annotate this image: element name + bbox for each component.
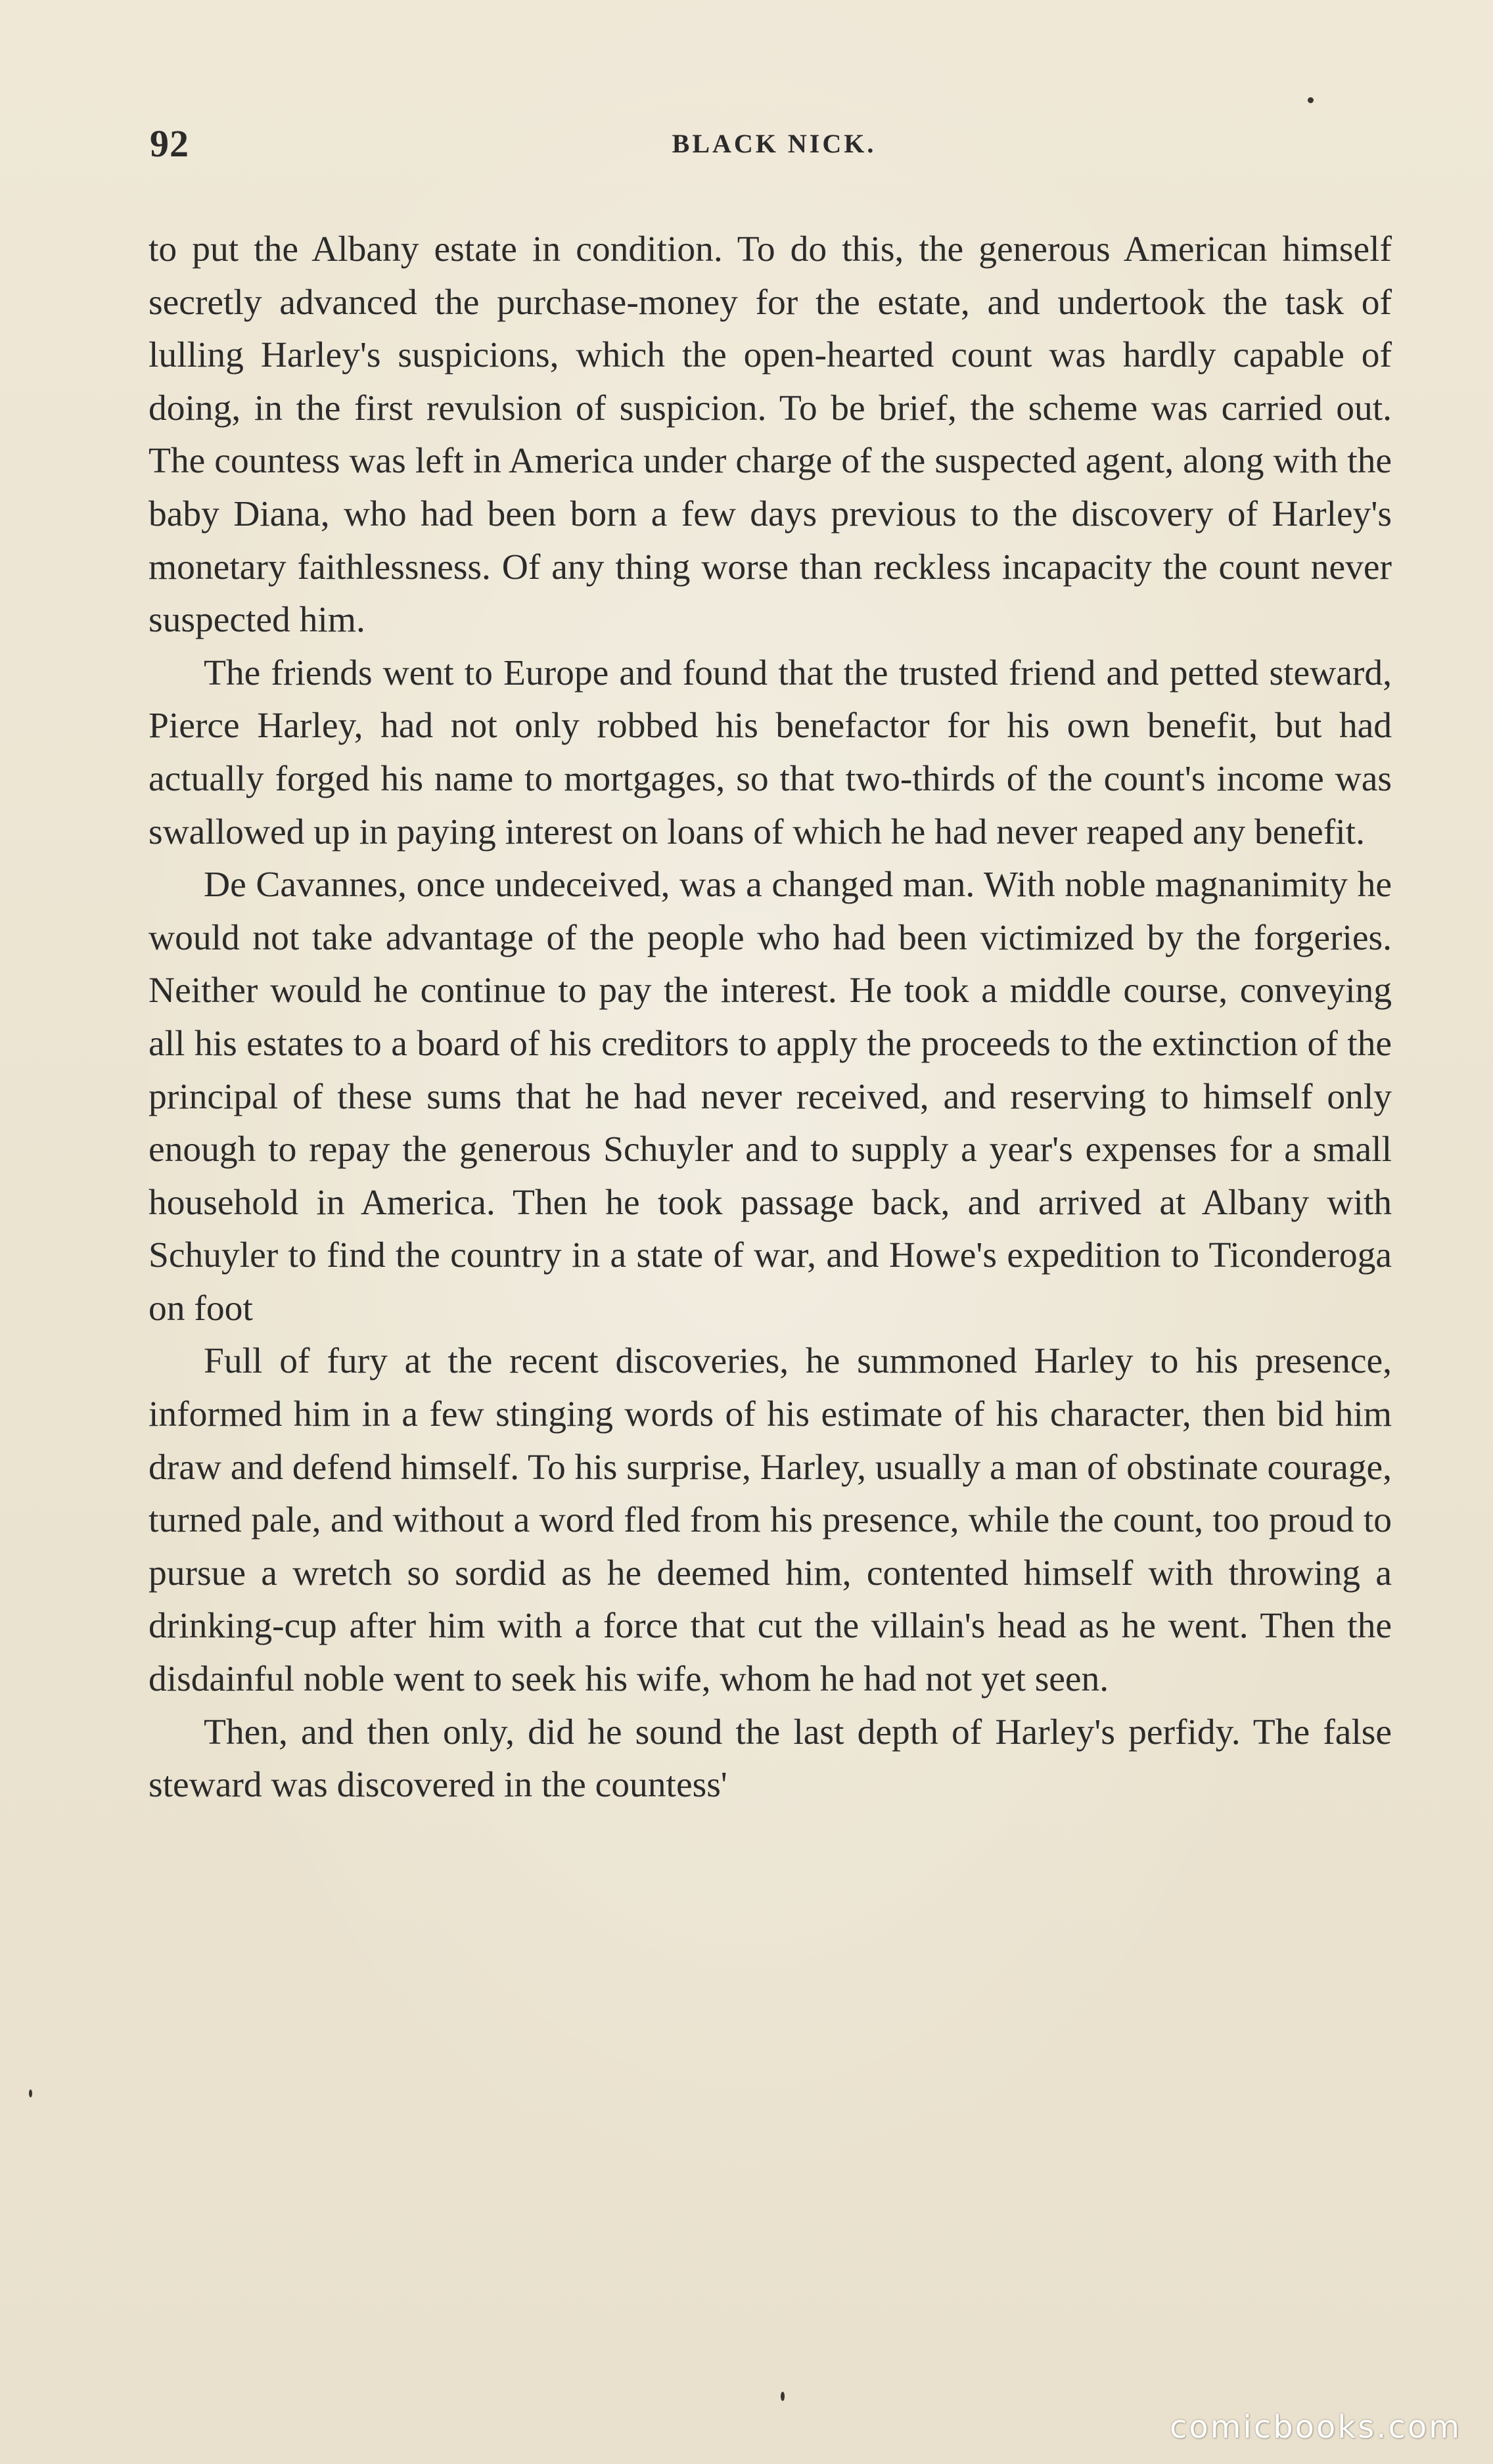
running-title: BLACK NICK.: [672, 129, 877, 158]
page-header: [150, 122, 1398, 168]
page-number: 92: [150, 122, 189, 165]
paragraph: Then, and then only, did he sound the last depth of Harley's perfidy. The false steward was discovered in the countess': [149, 1712, 1392, 1806]
ink-speck: [1308, 97, 1314, 103]
paragraph: to put the Albany estate in condition. To do this, the generous American himself secretly advanced the purchase-money for the estate, and undertook the task of lulling Harley's suspicions, which the open-hearted count was hardly capable of doing, in the first revulsion of suspicion. To be brief, the scheme was carried out. The countess was left in America under charge of the suspected agent, along with the baby Diana, who had been born a few days previous to the discovery of Harley's monetary faithlessness. Of any thing worse than reckless incapacity the count never suspected him.: [149, 229, 1392, 641]
paragraph: De Cavannes, once undeceived, was a changed man. With noble magnanimity he would not take advantage of the people who had been victimized by the forgeries. Neither would he continue to pay the interest. He took a middle course, conveying all his estates to a board of his creditors to apply the proceeds to the extinction of the principal of these sums that he had never received, and reserving to himself only enough to repay the generous Schuyler and to supply a year's expenses for a small household in America. Then he took passage back, and arrived at Albany with Schuyler to find the country in a state of war, and Howe's expedition to Ticonderoga on foot: [149, 865, 1392, 1329]
ink-speck: [781, 2392, 785, 2401]
paragraph: Full of fury at the recent discoveries, he summoned Harley to his presence, informed him in a few stinging words of his estimate of his character, then bid him draw and defend himself. To his surprise, Harley, usually a man of obstinate courage, turned pale, and without a word fled from his presence, while the count, too proud to pursue a wretch so sordid as he deemed him, contented himself with throwing a drinking-cup after him with a force that cut the villain's head as he went. Then the disdainful noble went to seek his wife, whom he had not yet seen.: [149, 1341, 1392, 1700]
ink-speck: [29, 2089, 32, 2097]
paragraph: The friends went to Europe and found that the trusted friend and petted steward, Pierce Harley, had not only robbed his benefactor for his own benefit, but had actually forged his name to mortgages, so that two-thirds of the count's income was swallowed up in paying interest on loans of which he had never reaped any benefit.: [149, 652, 1392, 852]
body-text: [149, 223, 1392, 1812]
watermark-logo: comicbooks.com: [1169, 2409, 1461, 2446]
